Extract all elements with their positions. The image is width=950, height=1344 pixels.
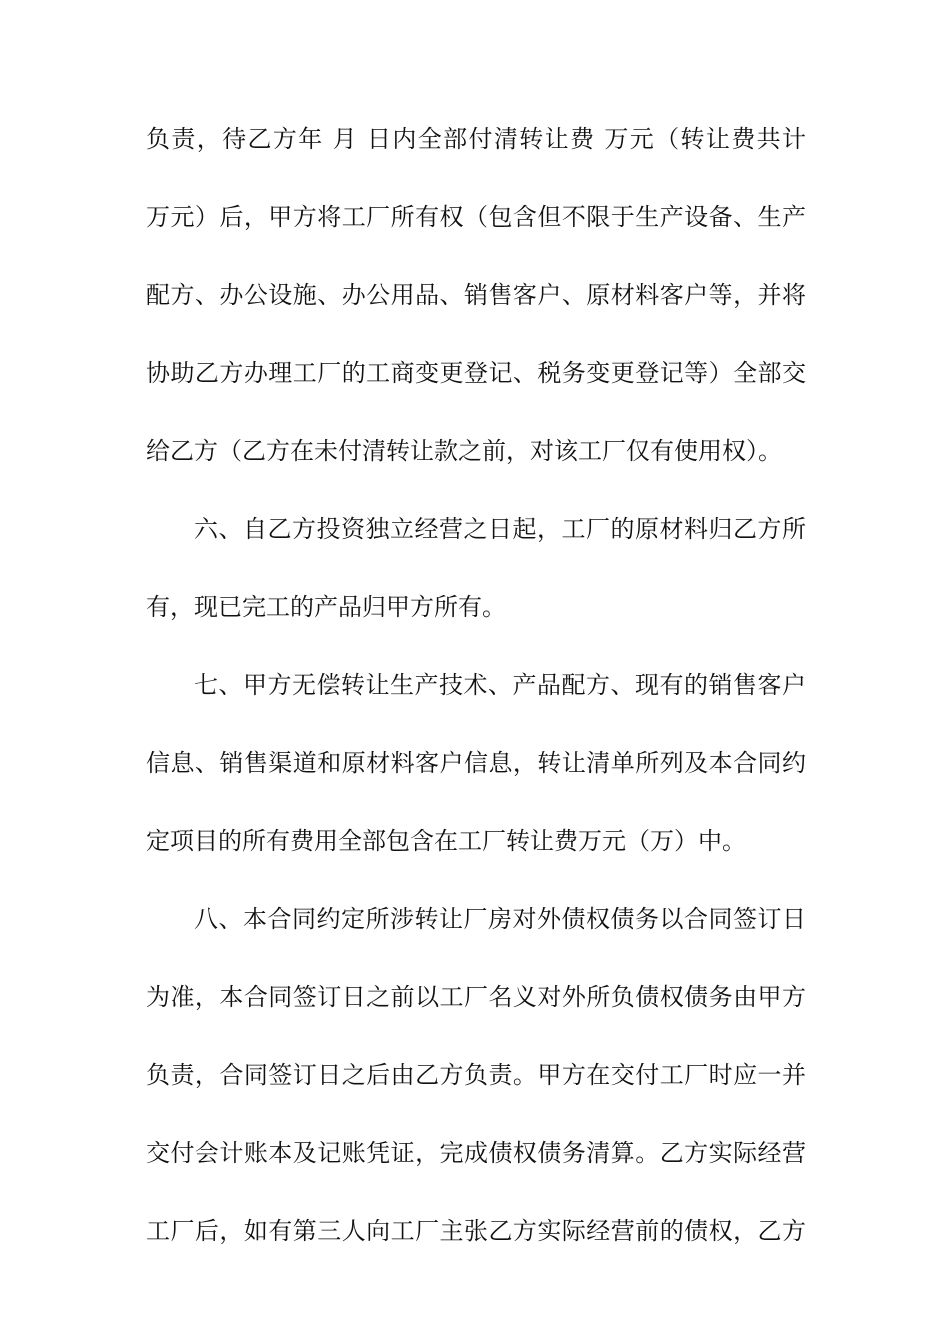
text-line: 负责，合同签订日之后由乙方负责。甲方在交付工厂时应一并 xyxy=(146,1061,806,1089)
clause-seven-start: 七、甲方无偿转让生产技术、产品配方、现有的销售客户 xyxy=(194,671,806,699)
text-line: 工厂后，如有第三人向工厂主张乙方实际经营前的债权，乙方 xyxy=(146,1217,806,1245)
text-line: 配方、办公设施、办公用品、销售客户、原材料客户等，并将 xyxy=(146,281,806,309)
text-line: 交付会计账本及记账凭证，完成债权债务清算。乙方实际经营 xyxy=(146,1139,806,1167)
text-line: 为准，本合同签订日之前以工厂名义对外所负债权债务由甲方 xyxy=(146,983,806,1011)
text-line: 负责，待乙方年 月 日内全部付清转让费 万元（转让费共计 xyxy=(146,125,806,153)
clause-six-start: 六、自乙方投资独立经营之日起，工厂的原材料归乙方所 xyxy=(194,515,806,543)
document-body xyxy=(146,127,806,1297)
clause-eight-start: 八、本合同约定所涉转让厂房对外债权债务以合同签订日 xyxy=(194,905,806,933)
text-line: 协助乙方办理工厂的工商变更登记、税务变更登记等）全部交 xyxy=(146,359,806,387)
text-line: 定项目的所有费用全部包含在工厂转让费万元（万）中。 xyxy=(146,827,746,855)
text-line: 有，现已完工的产品归甲方所有。 xyxy=(146,593,506,621)
text-line: 给乙方（乙方在未付清转让款之前，对该工厂仅有使用权）。 xyxy=(146,437,782,465)
text-line: 信息、销售渠道和原材料客户信息，转让清单所列及本合同约 xyxy=(146,749,806,777)
text-line: 万元）后，甲方将工厂所有权（包含但不限于生产设备、生产 xyxy=(146,203,806,231)
